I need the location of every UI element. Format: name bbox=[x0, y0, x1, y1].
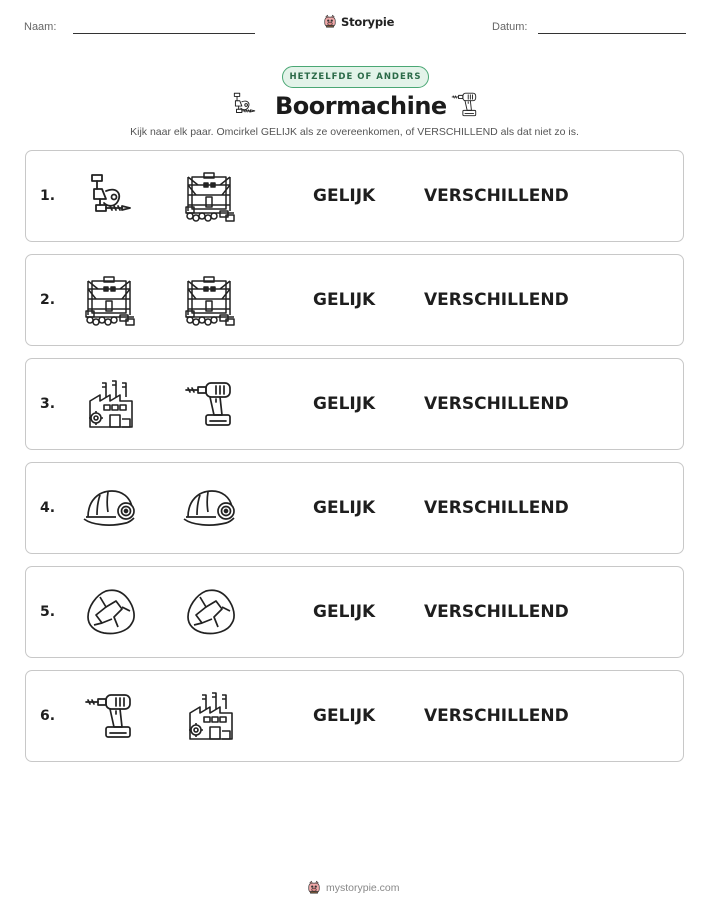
option-different[interactable]: VERSCHILLEND bbox=[424, 290, 569, 310]
construction-site-icon bbox=[82, 273, 138, 329]
hard-hat-icon bbox=[82, 481, 138, 537]
hard-hat-icon bbox=[182, 481, 238, 537]
title-row bbox=[0, 89, 709, 125]
page-title: Boormachine bbox=[275, 92, 447, 120]
worksheet-type-badge: HETZELFDE OF ANDERS bbox=[282, 66, 429, 88]
question-number: 6. bbox=[40, 708, 56, 724]
question-row bbox=[25, 358, 684, 450]
question-number: 5. bbox=[40, 604, 56, 620]
question-number: 3. bbox=[40, 396, 56, 412]
pig-mascot-icon bbox=[307, 880, 321, 895]
date-label: Datum: bbox=[492, 21, 528, 33]
hand-drill-icon bbox=[229, 89, 259, 121]
power-drill-icon bbox=[82, 689, 138, 745]
brand-logo bbox=[323, 14, 394, 29]
option-same[interactable]: GELIJK bbox=[313, 602, 376, 622]
question-number: 2. bbox=[40, 292, 56, 308]
power-drill-icon bbox=[450, 89, 480, 121]
option-different[interactable]: VERSCHILLEND bbox=[424, 498, 569, 518]
footer bbox=[307, 880, 400, 895]
footer-url: mystorypie.com bbox=[326, 881, 400, 894]
date-field-line[interactable] bbox=[538, 33, 686, 34]
hand-drill-icon bbox=[82, 169, 138, 225]
question-row bbox=[25, 566, 684, 658]
rock-icon bbox=[82, 585, 138, 641]
power-drill-icon bbox=[182, 377, 238, 433]
question-row bbox=[25, 150, 684, 242]
question-number: 4. bbox=[40, 500, 56, 516]
factory-icon bbox=[82, 377, 138, 433]
construction-site-icon bbox=[182, 273, 238, 329]
option-different[interactable]: VERSCHILLEND bbox=[424, 706, 569, 726]
option-different[interactable]: VERSCHILLEND bbox=[424, 186, 569, 206]
factory-icon bbox=[182, 689, 238, 745]
name-field-line[interactable] bbox=[73, 33, 255, 34]
construction-site-icon bbox=[182, 169, 238, 225]
option-different[interactable]: VERSCHILLEND bbox=[424, 394, 569, 414]
name-label: Naam: bbox=[24, 21, 57, 33]
pig-mascot-icon bbox=[323, 14, 337, 29]
instructions-text: Kijk naar elk paar. Omcirkel GELIJK als ze overeenkomen, of VERSCHILLEND als dat niet zo is. bbox=[130, 126, 579, 138]
option-same[interactable]: GELIJK bbox=[313, 498, 376, 518]
brand-name: Storypie bbox=[341, 14, 395, 29]
option-same[interactable]: GELIJK bbox=[313, 290, 376, 310]
question-row bbox=[25, 462, 684, 554]
question-row bbox=[25, 254, 684, 346]
option-different[interactable]: VERSCHILLEND bbox=[424, 602, 569, 622]
option-same[interactable]: GELIJK bbox=[313, 706, 376, 726]
option-same[interactable]: GELIJK bbox=[313, 186, 376, 206]
question-row bbox=[25, 670, 684, 762]
rock-icon bbox=[182, 585, 238, 641]
question-number: 1. bbox=[40, 188, 56, 204]
worksheet-header bbox=[0, 12, 709, 42]
option-same[interactable]: GELIJK bbox=[313, 394, 376, 414]
